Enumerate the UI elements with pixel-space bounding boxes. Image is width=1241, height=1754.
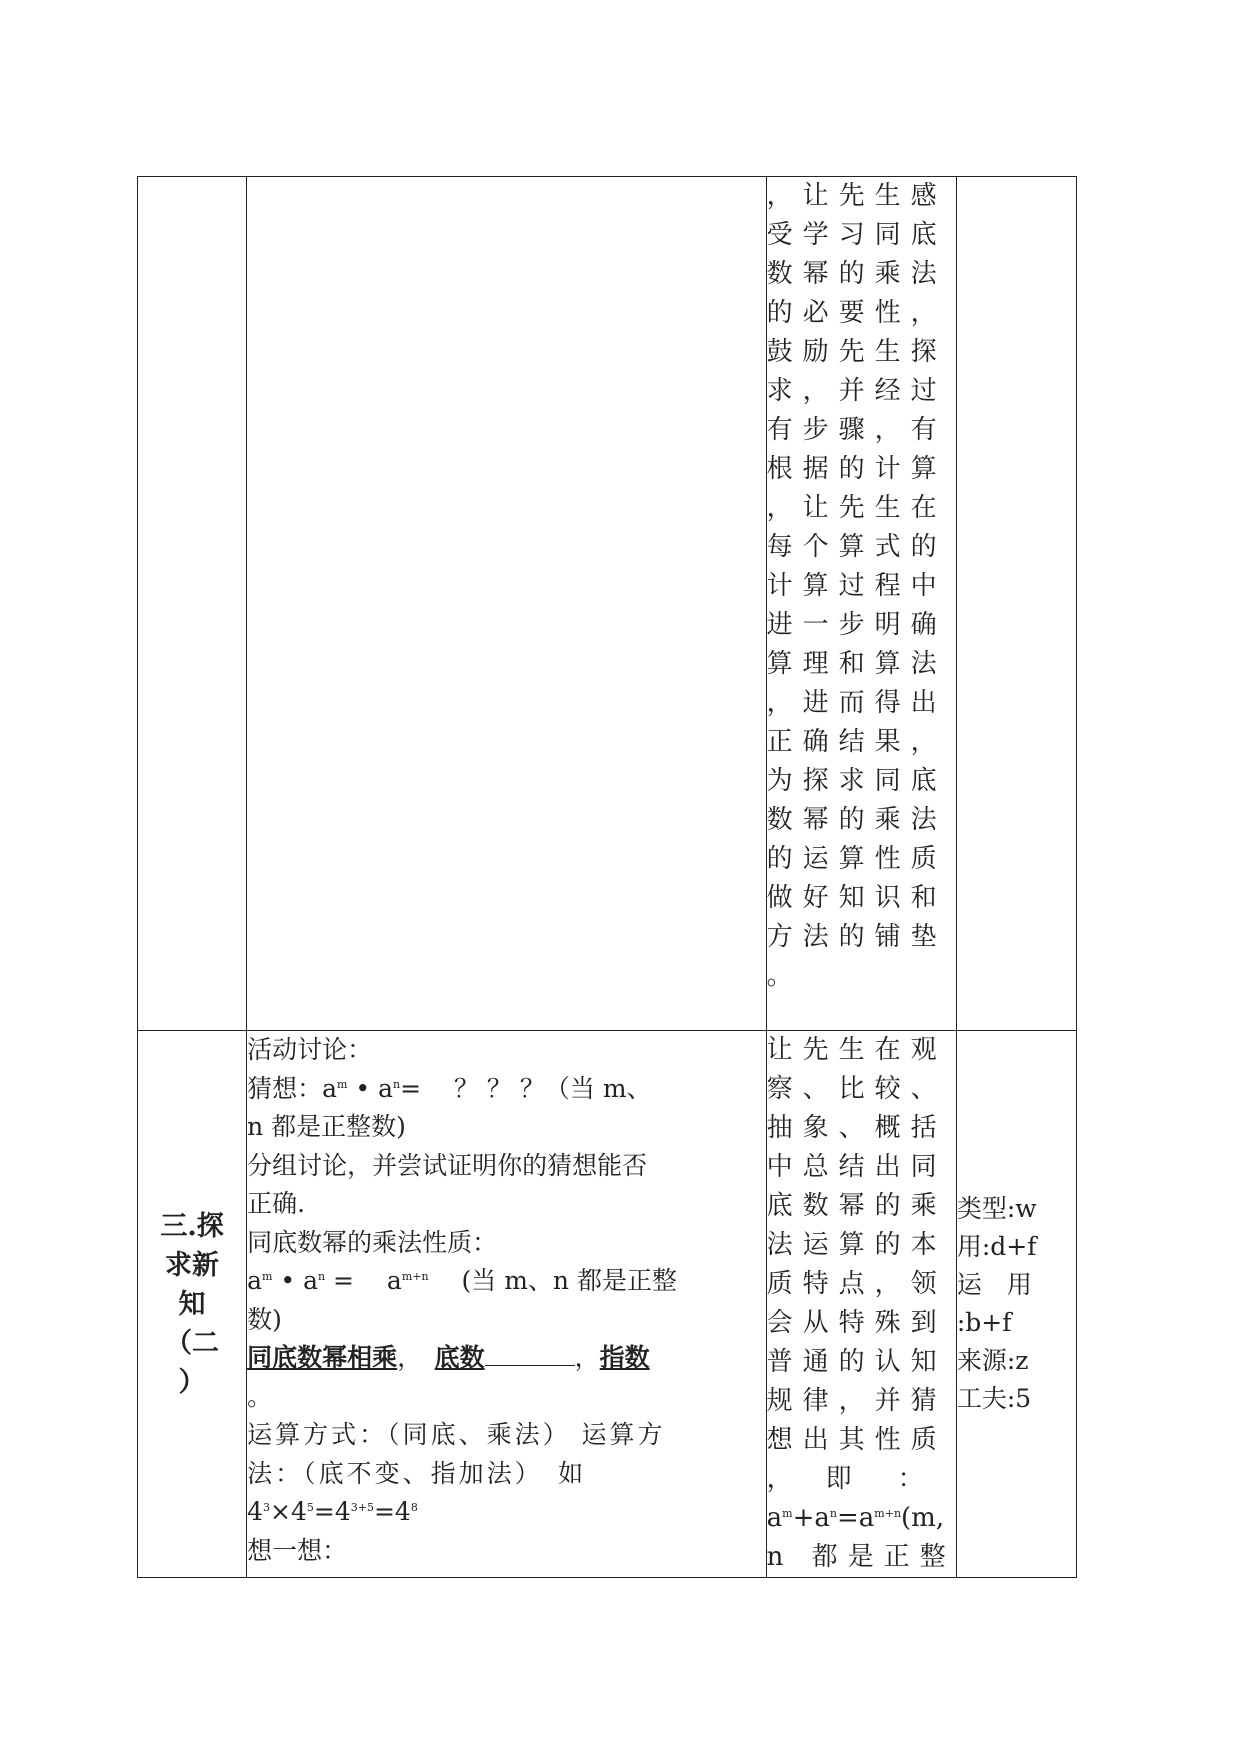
lesson-plan-table (137, 176, 1077, 1578)
notes-line: 工夫:5 (956, 1384, 1032, 1413)
intent-line: 的必要性， (766, 298, 947, 328)
activity-text: n 都是正整数) (247, 1112, 406, 1141)
intent-line: 根据的计算 (766, 454, 947, 484)
activity-cell-empty (247, 177, 767, 1031)
intent-line: 。 (766, 961, 803, 991)
stage-line: （二 (165, 1327, 220, 1359)
intent-line: 中总结出同 (766, 1152, 947, 1182)
notes-cell (956, 1031, 1076, 1578)
intent-line: 的运算性质 (766, 844, 947, 874)
intent-line: 算理和算法 (766, 649, 947, 679)
notes-line: 用:d+f (956, 1232, 1037, 1261)
property-formula: $a^m$ • $a^n$ = $a^{m+n}$ (当 m、n 都是正整 (247, 1266, 677, 1295)
stage-line: ） (178, 1366, 206, 1398)
intent-line: 做好知识和 (766, 883, 947, 913)
design-intent-cell (766, 177, 956, 1031)
intent-line: 让先生在观 (766, 1035, 947, 1065)
intent-line: 有步骤，有 (766, 415, 947, 445)
intent-line: 进一步明确 (766, 610, 947, 640)
activity-text: 正确. (247, 1189, 306, 1218)
intent-line: 为探求同底 (766, 766, 947, 796)
activity-text: 数) (247, 1304, 282, 1334)
intent-line: 方法的铺垫 (766, 922, 947, 952)
intent-line: 普通的认知 (766, 1347, 947, 1377)
stage-line: 求新 (165, 1249, 220, 1281)
intent-line: ， 即 ： (766, 1464, 934, 1494)
intent-line: ，让先生在 (766, 493, 947, 523)
notes-line: 类型:w (956, 1194, 1037, 1223)
activity-text: 想一想： (247, 1535, 348, 1565)
intent-line: ，让先生感 (766, 181, 947, 211)
intent-line: 鼓励先生探 (766, 337, 947, 367)
intent-line: 正确结果， (766, 727, 947, 757)
activity-text: 分组讨论，并尝试证明你的猜想能否 (247, 1150, 648, 1180)
notes-cell-empty (956, 177, 1076, 1031)
notes-line: 运 用 (956, 1270, 1032, 1299)
activity-text: 同底数幂的乘法性质： (247, 1227, 498, 1257)
intent-line: 求，并经过 (766, 376, 947, 406)
conjecture-line: 猜想：$a^m$ • $a^n=$ ？ ？ ？（当 m、 (247, 1073, 652, 1103)
fill-blank (485, 1364, 575, 1366)
intent-line: 会从特殊到 (766, 1308, 947, 1338)
notes-line: :b+f (956, 1308, 1012, 1337)
example-formula: $4^3\times 4^5=4^{3+5}=4^8$ (247, 1497, 418, 1526)
activity-text: 。 (247, 1381, 273, 1411)
stage-cell (138, 1031, 247, 1578)
intent-line: 法运算的本 (766, 1230, 947, 1260)
intent-line: 数幂的乘法 (766, 259, 947, 289)
intent-line: 底数幂的乘 (766, 1191, 947, 1221)
intent-line: ，进而得出 (766, 688, 947, 718)
intent-line: 计算过程中 (766, 571, 947, 601)
table-row (138, 1031, 1077, 1578)
activity-text: 法：（底不变、指加法） 如 (247, 1458, 587, 1488)
intent-line: 想出其性质 (766, 1425, 947, 1455)
intent-line: 抽象、概括 (766, 1113, 947, 1143)
rule-statement: 同底数幂相乘， 底数 ，指数 (247, 1343, 650, 1372)
stage-line: 三.探 (160, 1210, 224, 1242)
table-row (138, 177, 1077, 1031)
design-intent-cell (766, 1031, 956, 1578)
activity-cell (247, 1031, 767, 1578)
notes-line: 来源:z (956, 1346, 1029, 1375)
intent-line: 质特点，领 (766, 1269, 947, 1299)
intent-line: 每个算式的 (766, 532, 947, 562)
stage-cell-empty (138, 177, 247, 1031)
activity-heading: 活动讨论： (247, 1035, 373, 1064)
intent-line: 规律，并猜 (766, 1386, 947, 1416)
intent-line: 数幂的乘法 (766, 805, 947, 835)
intent-line: n 都是正整 (766, 1542, 956, 1572)
stage-line: 知 (178, 1288, 206, 1320)
intent-line: 受学习同底 (766, 220, 947, 250)
activity-text: 运算方式：（同底、乘法） 运算方 (247, 1420, 666, 1449)
intent-formula: $a^m+a^n=a^{m+n}(m$, (766, 1503, 945, 1533)
intent-line: 察、比较、 (766, 1074, 947, 1104)
